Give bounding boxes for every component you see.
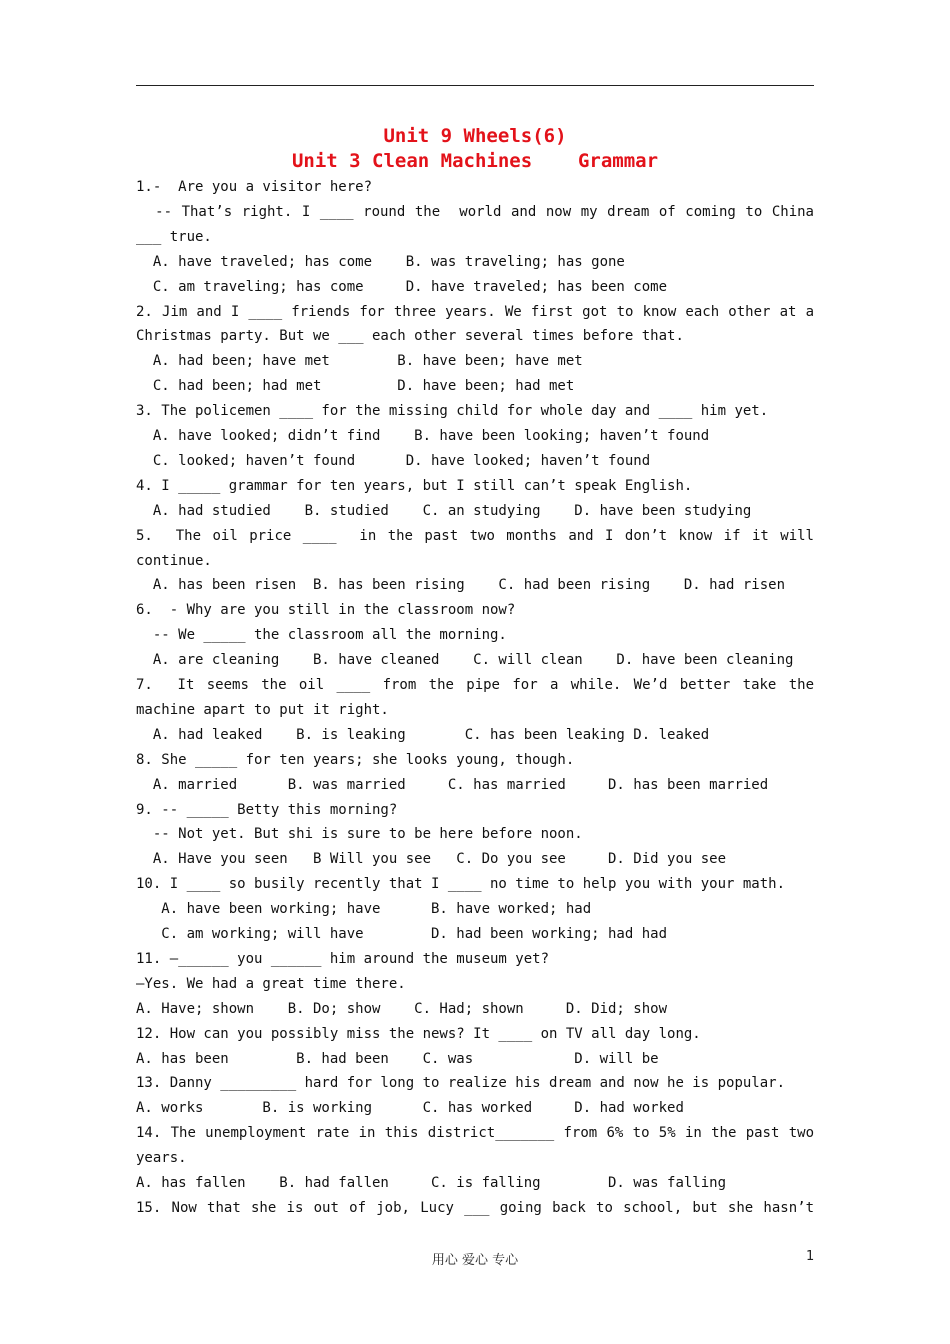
text-line: years. [136,1150,187,1167]
text-line: A. has been B. had been C. was D. will be [136,1050,659,1067]
header-rule [136,85,814,86]
text-line: A. have looked; didn’t find B. have been looking; haven’t found [136,428,710,444]
text-line: 4. I _____ grammar for ten years, but I still can’t speak English. [136,477,693,494]
text-line: A. had studied B. studied C. an studying D. have been studying [136,502,752,519]
text-line: 15. Now that she is out of job, Lucy ___ going back to school, but she hasn’t [136,1199,814,1216]
text-line: 5. The oil price ____ in the past two months and I don’t know if it will [136,527,814,544]
text-line: machine apart to put it right. [136,701,389,718]
text-line: 12. How can you possibly miss the news? It ____ on TV all day long. [136,1025,701,1042]
text-line: A. are cleaning B. have cleaned C. will clean D. have been cleaning [136,652,794,669]
text-line: 11. —______ you ______ him around the museum yet? [136,950,550,967]
text-line: A. Have; shown B. Do; show C. Had; shown D. Did; show [136,1000,668,1017]
text-line: 3. The policemen ____ for the missing child for whole day and ____ him yet. [136,403,769,420]
text-line: C. am traveling; has come D. have traveled; has been come [136,278,668,295]
page-subtitle: Unit 3 Clean Machines Grammar [291,150,659,172]
text-line: ___ true. [136,228,212,245]
text-line: A. works B. is working C. has worked D. had worked [136,1100,684,1117]
page-footer: 用心 爱心 专心 [431,1253,519,1268]
text-line: -- We _____ the classroom all the morning. [136,627,507,644]
text-line: -- Not yet. But shi is sure to be here before noon. [136,826,583,843]
text-line: A. had been; have met B. have been; have met [136,353,583,370]
text-line: A. had leaked B. is leaking C. has been leaking D. leaked [136,726,710,743]
text-line: 8. She _____ for ten years; she looks young, though. [136,751,575,768]
text-line: A. have been working; have B. have worked; had [136,901,592,918]
text-line: -- That’s right. I ____ round the world and now my dream of coming to China [136,203,814,220]
text-line: 1.- Are you a visitor here? [136,179,373,195]
text-line: 13. Danny _________ hard for long to realize his dream and now he is popular. [136,1075,786,1092]
text-line: A. married B. was married C. has married D. has been married [136,776,769,793]
text-line: 6. - Why are you still in the classroom now? [136,602,516,619]
text-line: continue. [136,552,212,569]
text-line: A. has fallen B. had fallen C. is falling D. was falling [136,1175,727,1191]
text-line: C. had been; had met D. have been; had met [136,378,575,395]
text-line: A. have traveled; has come B. was traveling; has gone [136,253,625,270]
text-line: C. am working; will have D. had been working; had had [136,926,668,942]
text-line: A. Have you seen B Will you see C. Do you see D. Did you see [136,851,727,868]
text-line: 7. It seems the oil ____ from the pipe for a while. We’d better take the [136,677,814,693]
text-line: A. has been risen B. has been rising C. had been rising D. had risen [136,577,786,594]
text-line: 2. Jim and I ____ friends for three years. We first got to know each other at a [136,303,814,320]
text-line: 10. I ____ so busily recently that I ____ no time to help you with your math. [136,876,786,893]
text-line: 9. -- _____ Betty this morning? [136,801,398,818]
text-line: —Yes. We had a great time there. [136,975,406,992]
page-title: Unit 9 Wheels(6) [383,125,567,147]
page-number: 1 [806,1249,815,1264]
text-line: Christmas party. But we ___ each other several times before that. [136,328,684,345]
text-line: 14. The unemployment rate in this district_______ from 6% to 5% in the past two [136,1125,814,1142]
text-line: C. looked; haven’t found D. have looked; haven’t found [136,452,651,469]
